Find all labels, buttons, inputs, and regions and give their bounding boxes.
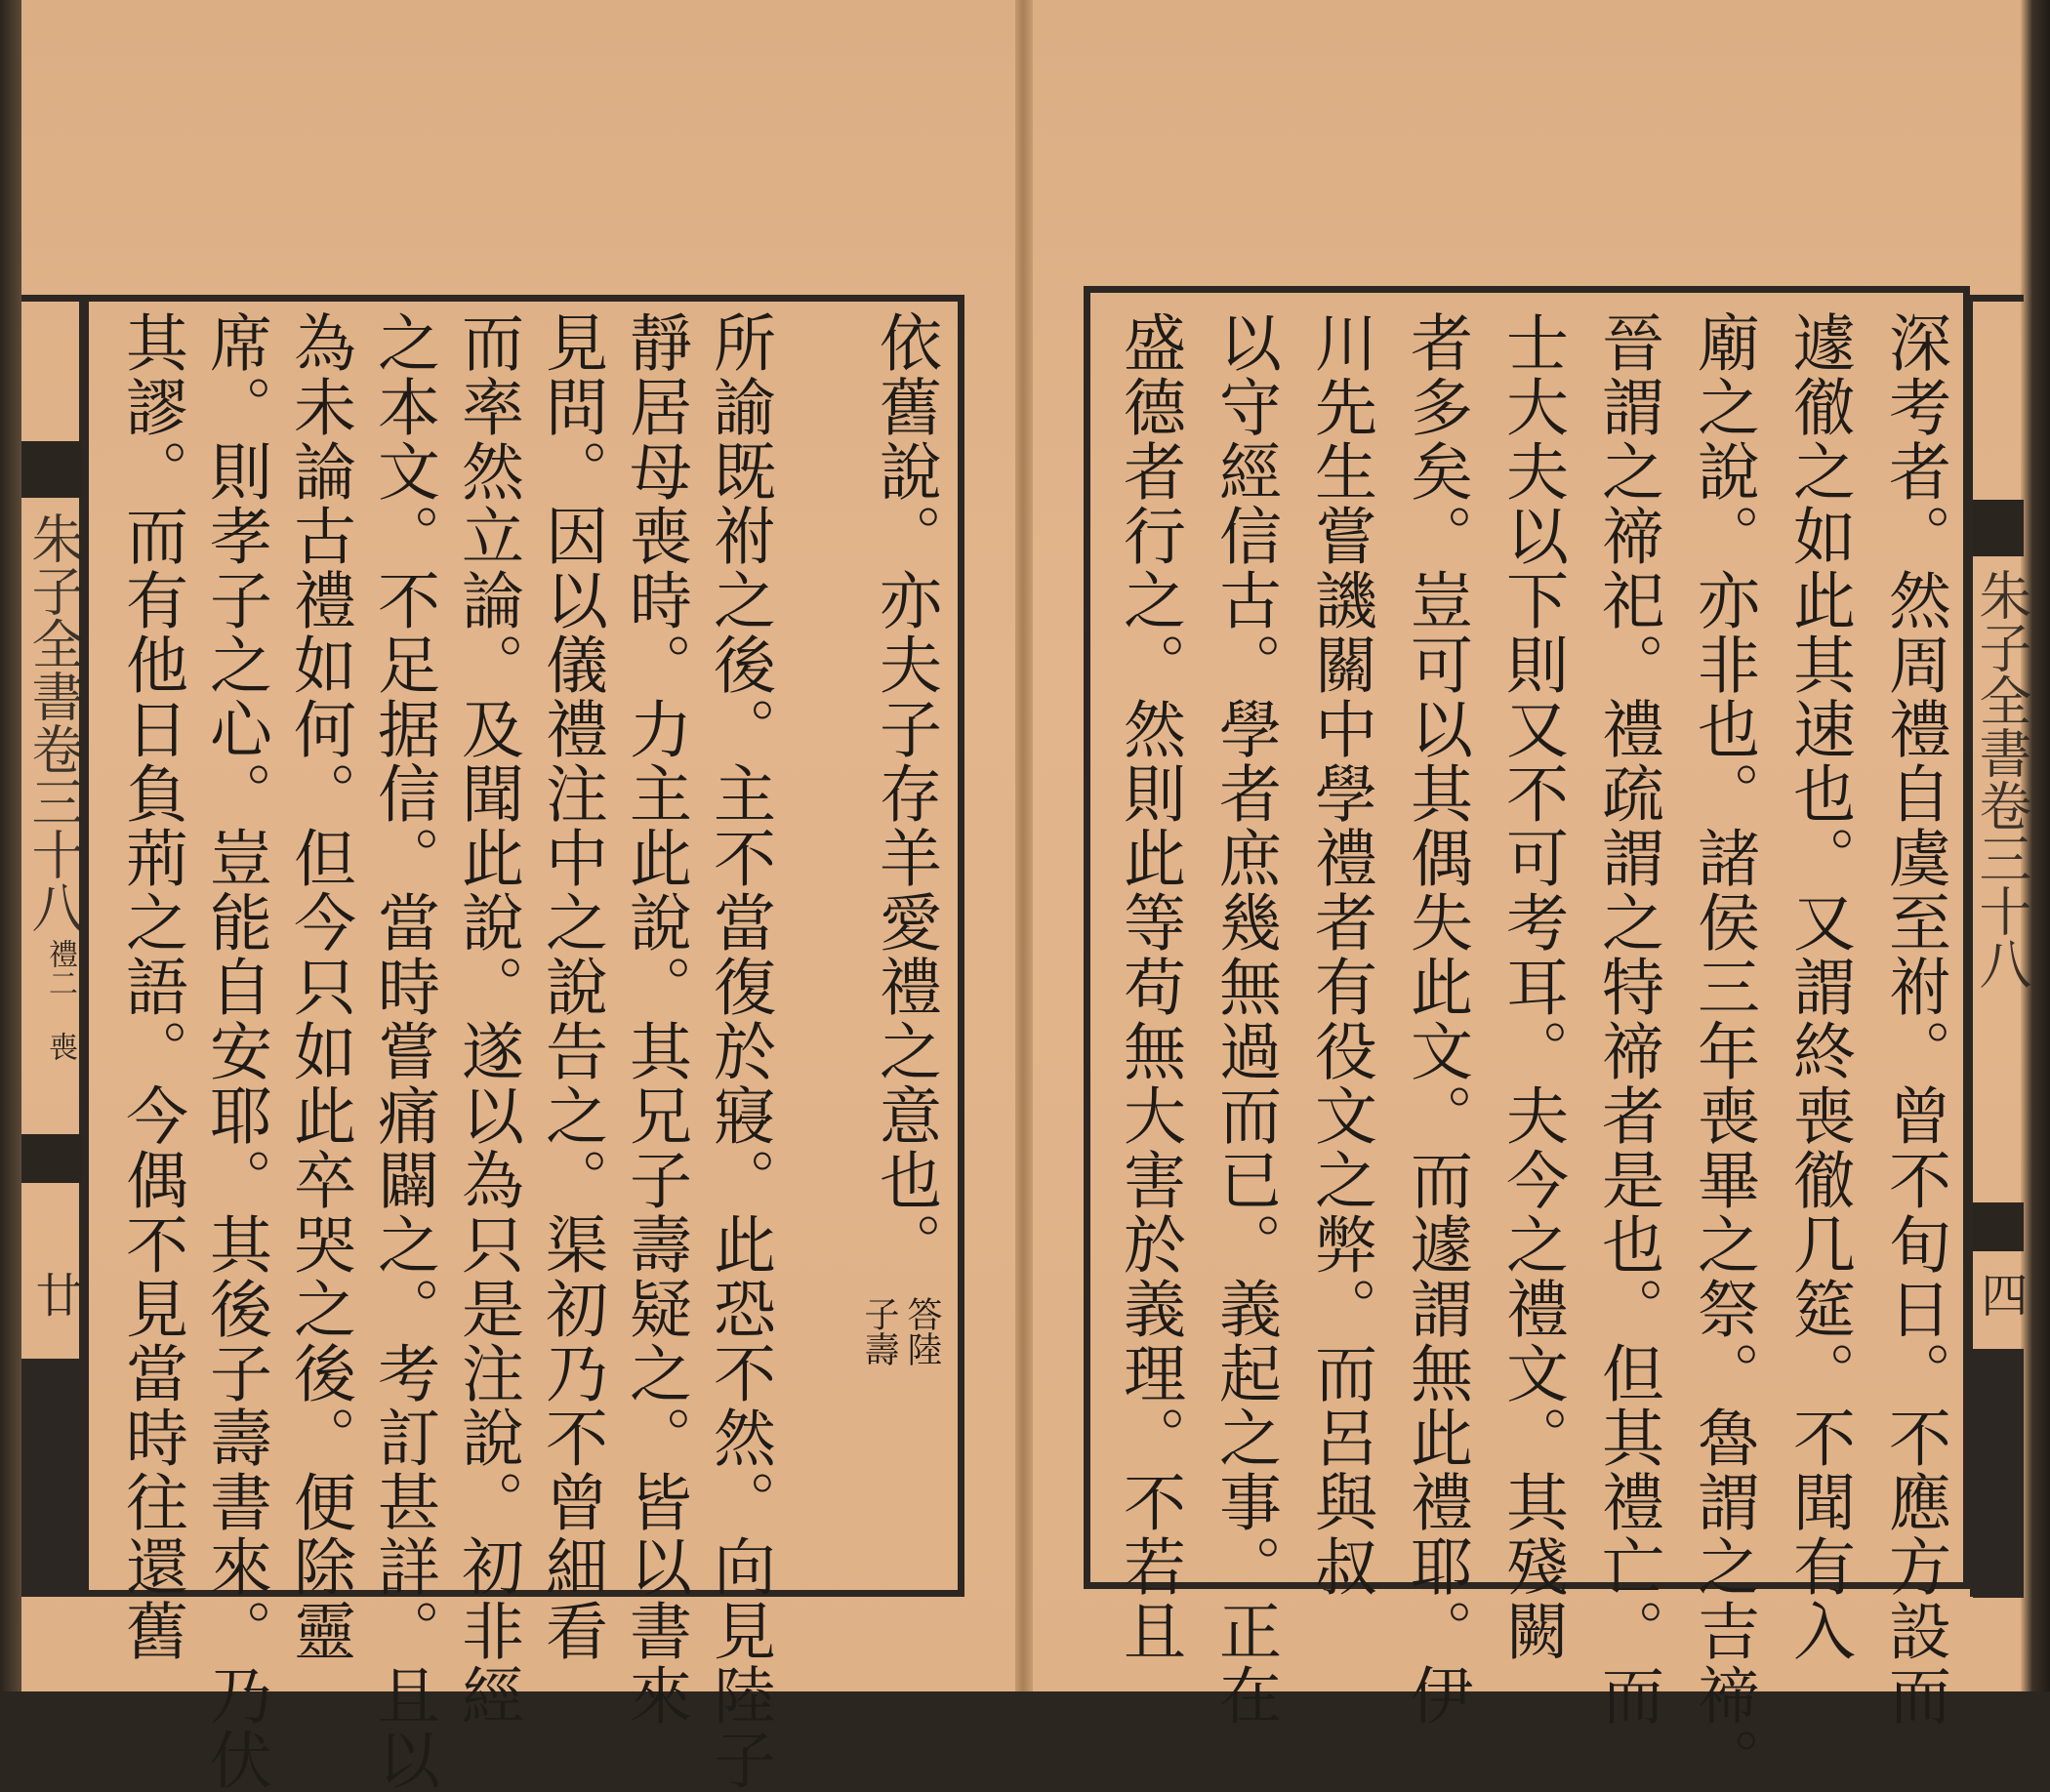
book-gutter <box>1015 0 1033 1691</box>
text-column-3: 靜居母喪時。力主此說。其兄子壽疑之。皆以書來 <box>619 310 691 1728</box>
margin-bottom-block <box>1973 1349 2024 1598</box>
margin-page-number: 廿 <box>27 1271 82 1318</box>
left-page-text <box>109 310 947 1792</box>
margin-page-number: 四 <box>1973 1271 2028 1318</box>
text-column-3: 廟之說。亦非也。諸侯三年喪畢之祭。魯謂之吉禘。 <box>1687 310 1759 1792</box>
margin-book-title: 朱子全書卷三十八 <box>23 511 85 933</box>
margin-top-rule <box>1973 295 2024 302</box>
margin-book-title: 朱子全書卷三十八 <box>1971 568 2032 990</box>
text-column-5: 而率然立論。及聞此說。遂以為只是注說。初非經 <box>451 310 523 1728</box>
text-column-4: 晉謂之禘祀。禮疏謂之特禘者是也。但其禮亡。而 <box>1591 310 1663 1728</box>
text-column-8: 以守經信古。學者庶幾無過而已。義起之事。正在 <box>1209 310 1281 1728</box>
fishtail-top-mark <box>1973 500 2024 556</box>
text-column-2: 遽徹之如此其速也。又謂終喪徹几筵。不聞有入 <box>1783 310 1855 1663</box>
fishtail-bottom-mark <box>1973 1202 2024 1251</box>
interlinear-note <box>781 1296 941 1366</box>
text-column-9: 其謬。而有他日負荊之語。今偶不見當時往還舊 <box>115 310 187 1663</box>
text-column-6: 者多矣。豈可以其偶失此文。而遽謂無此禮耶。伊 <box>1400 310 1472 1728</box>
text-column-1 <box>781 310 947 1589</box>
note-line: 子壽 <box>859 1296 899 1366</box>
fishtail-bottom-mark <box>21 1134 82 1183</box>
margin-bottom-block <box>21 1359 82 1597</box>
text-column-4: 見問。因以儀禮注中之說告之。渠初乃不曾細看 <box>535 310 607 1663</box>
note-line: 答陸 <box>902 1296 942 1366</box>
column-text: 依舊說。亦夫子存羊愛禮之意也。 <box>869 310 941 1277</box>
text-column-1: 深考者。然周禮自虞至祔。曾不旬日。不應方設而 <box>1878 310 1950 1728</box>
right-margin-strip <box>1970 295 2030 1597</box>
text-column-9: 盛德者行之。然則此等苟無大害於義理。不若且 <box>1113 310 1185 1663</box>
left-margin-strip <box>21 295 85 1597</box>
margin-top-rule <box>21 295 82 302</box>
margin-section-label: 禮二 喪 <box>43 939 77 1061</box>
fishtail-top-mark <box>21 441 82 498</box>
book-edge-left <box>0 0 21 1691</box>
text-column-6: 之本文。不足据信。當時嘗痛闢之。考訂甚詳。且以 <box>367 310 439 1792</box>
right-page-text <box>1107 310 1956 1792</box>
text-column-7: 為未論古禮如何。但今只如此卒哭之後。便除靈 <box>283 310 355 1663</box>
text-column-7: 川先生嘗譏關中學禮者有役文之弊。而呂與叔 <box>1304 310 1376 1599</box>
text-column-8: 席。則孝子之心。豈能自安耶。其後子壽書來。乃伏 <box>199 310 271 1792</box>
text-column-5: 士大夫以下則又不可考耳。夫今之禮文。其殘闕 <box>1496 310 1568 1663</box>
text-column-2: 所諭既祔之後。主不當復於寢。此恐不然。向見陸子 <box>703 310 775 1792</box>
